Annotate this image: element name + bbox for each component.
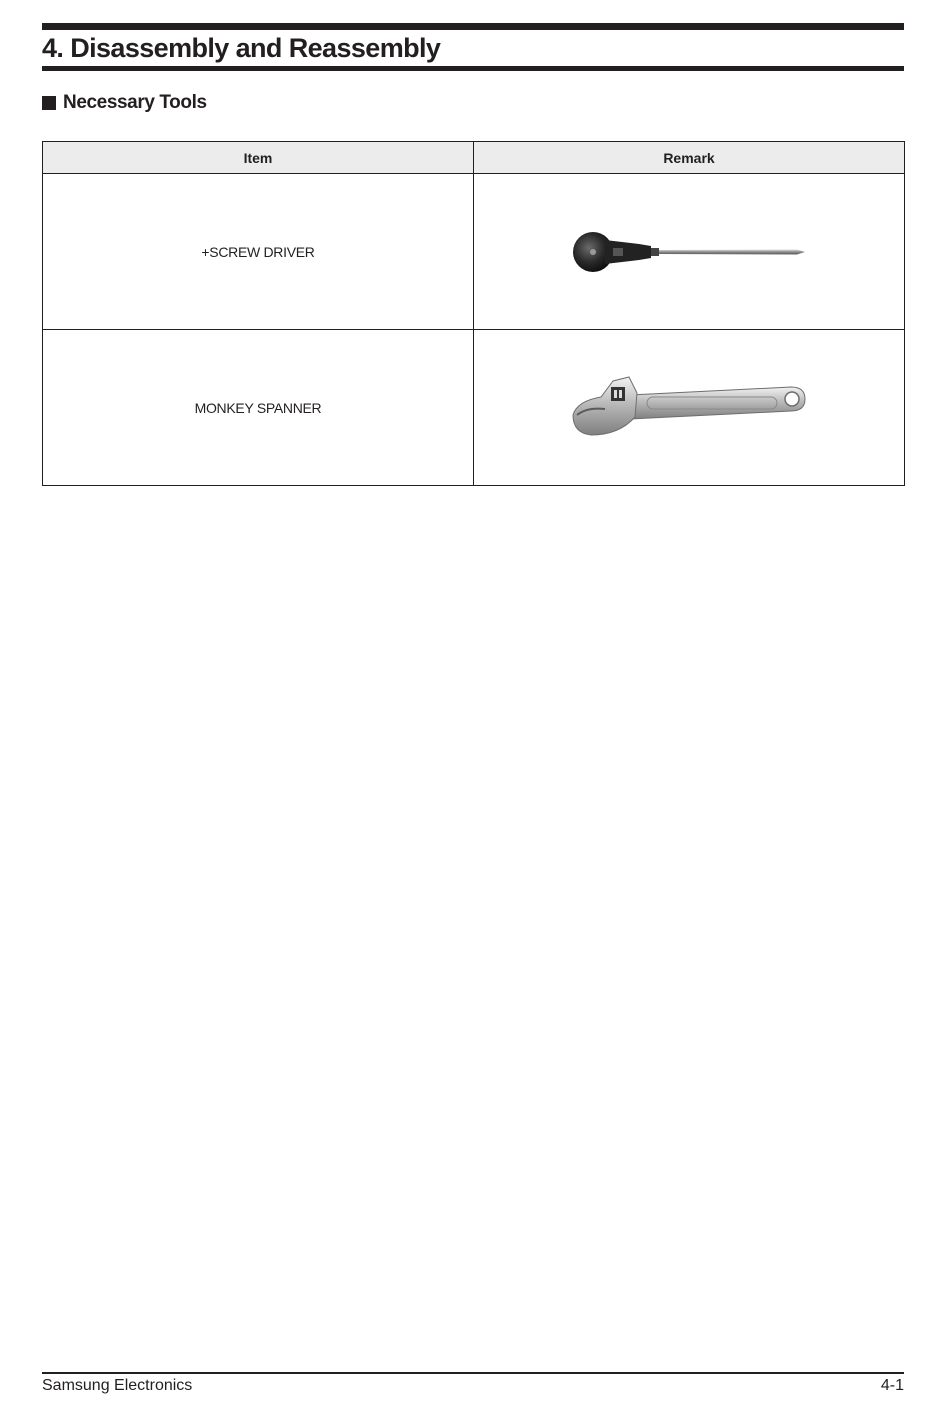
footer-publisher: Samsung Electronics	[42, 1377, 193, 1394]
square-bullet-icon	[42, 96, 56, 110]
table-cell-item: +SCREW DRIVER	[43, 174, 474, 330]
title-underline	[42, 66, 904, 71]
top-rule	[42, 23, 904, 30]
page-title: 4. Disassembly and Reassembly	[42, 33, 441, 63]
footer-rule	[42, 1372, 904, 1374]
section-heading-text: Necessary Tools	[63, 92, 207, 113]
column-header-item: Item	[43, 142, 474, 174]
adjustable-wrench-icon	[569, 373, 809, 443]
tools-table	[42, 141, 905, 486]
table-cell-item: MONKEY SPANNER	[43, 330, 474, 486]
table-cell-remark	[474, 330, 905, 486]
column-header-remark: Remark	[474, 142, 905, 174]
table-cell-remark	[474, 174, 905, 330]
screwdriver-icon	[569, 227, 809, 277]
table-header-row	[43, 142, 905, 174]
page-number: 4-1	[880, 1377, 904, 1394]
section-heading	[42, 90, 207, 116]
table-row	[43, 174, 905, 330]
table-row	[43, 330, 905, 486]
